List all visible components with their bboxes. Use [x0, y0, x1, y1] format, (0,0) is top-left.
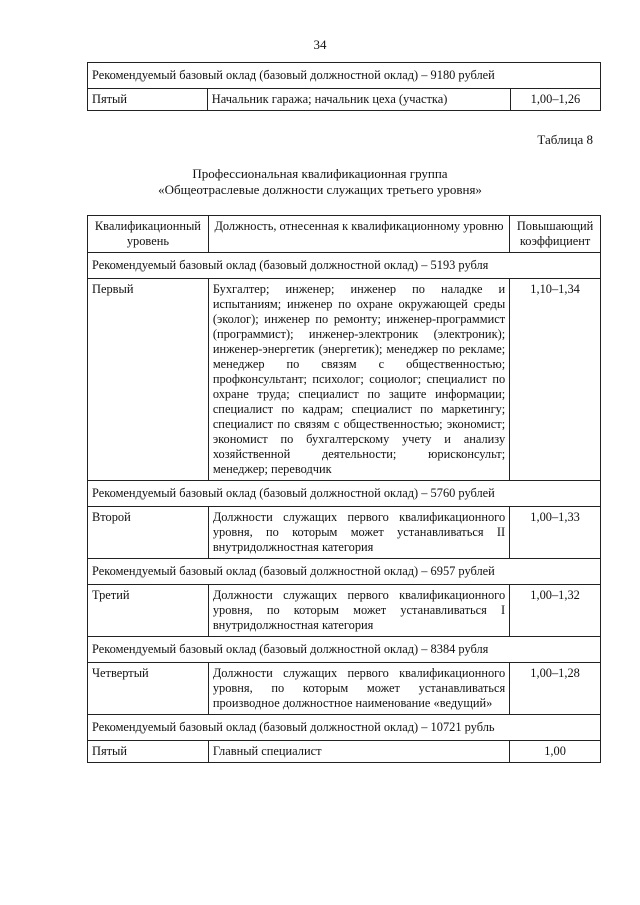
- level-cell: Четвертый: [88, 663, 209, 715]
- salary-row: [88, 481, 601, 507]
- coefficient-cell: 1,00: [510, 741, 601, 763]
- title-line-2: «Общеотраслевые должности служащих третьего уровня»: [158, 182, 482, 197]
- level-cell: Первый: [88, 279, 209, 481]
- continued-table: [87, 62, 601, 111]
- level-cell: Пятый: [88, 741, 209, 763]
- salary-row: [88, 715, 601, 741]
- coefficient-cell: 1,00–1,28: [510, 663, 601, 715]
- table-label: Таблица 8: [537, 132, 593, 147]
- salary-row: [88, 559, 601, 585]
- salary-row: [88, 637, 601, 663]
- table-title: [0, 166, 640, 198]
- header-coefficient: Повышающий коэффициент: [510, 216, 601, 253]
- salary-cell: Рекомендуемый базовый оклад (базовый должностной оклад) – 6957 рублей: [88, 559, 601, 585]
- coefficient-cell: 1,10–1,34: [510, 279, 601, 481]
- position-cell: Начальник гаража; начальник цеха (участка): [207, 89, 510, 111]
- salary-cell: Рекомендуемый базовый оклад (базовый должностной оклад) – 10721 рубль: [88, 715, 601, 741]
- coefficient-cell: 1,00–1,32: [510, 585, 601, 637]
- table-row: [88, 89, 601, 111]
- salary-cell: Рекомендуемый базовый оклад (базовый должностной оклад) – 5760 рублей: [88, 481, 601, 507]
- position-cell: Должности служащих первого квалификационного уровня, по которым может устанавливаться II внутридолжностная категория: [208, 507, 509, 559]
- title-line-1: Профессиональная квалификационная группа: [192, 166, 448, 181]
- coefficient-cell: 1,00–1,33: [510, 507, 601, 559]
- salary-row: [88, 63, 601, 89]
- qualification-table: [87, 215, 601, 763]
- header-row: [88, 216, 601, 253]
- salary-cell: Рекомендуемый базовый оклад (базовый должностной оклад) – 9180 рублей: [88, 63, 601, 89]
- table-row: [88, 741, 601, 763]
- salary-cell: Рекомендуемый базовый оклад (базовый должностной оклад) – 5193 рубля: [88, 253, 601, 279]
- position-cell: Должности служащих первого квалификационного уровня, по которым может устанавливаться производное должностное наименование «ведущий»: [208, 663, 509, 715]
- level-cell: Второй: [88, 507, 209, 559]
- position-cell: Должности служащих первого квалификационного уровня, по которым может устанавливаться I внутридолжностная категория: [208, 585, 509, 637]
- level-cell: Пятый: [88, 89, 208, 111]
- table-row: [88, 585, 601, 637]
- table-row: [88, 279, 601, 481]
- coefficient-cell: 1,00–1,26: [510, 89, 600, 111]
- level-cell: Третий: [88, 585, 209, 637]
- header-level: Квалификационный уровень: [88, 216, 209, 253]
- table-row: [88, 507, 601, 559]
- salary-row: [88, 253, 601, 279]
- table-row: [88, 663, 601, 715]
- position-cell: Главный специалист: [208, 741, 509, 763]
- header-position: Должность, отнесенная к квалификационному уровню: [208, 216, 509, 253]
- position-cell: Бухгалтер; инженер; инженер по наладке и испытаниям; инженер по охране окружающей среды (эколог); инженер по ремонту; инженер-программист (программист); инженер-электроник (электроник); инженер-энергетик (энергетик); менеджер по рекламе; менеджер по связям с общественностью; профконсультант; психолог; социолог; специалист по охране труда; специалист по защите информации; специалист по кадрам; специалист по маркетингу; специалист по связям с общественностью; экономист; экономист по бухгалтерскому учету и анализу хозяйственной деятельности; юрисконсульт; менеджер; переводчик: [208, 279, 509, 481]
- page-number: 34: [313, 37, 327, 52]
- salary-cell: Рекомендуемый базовый оклад (базовый должностной оклад) – 8384 рубля: [88, 637, 601, 663]
